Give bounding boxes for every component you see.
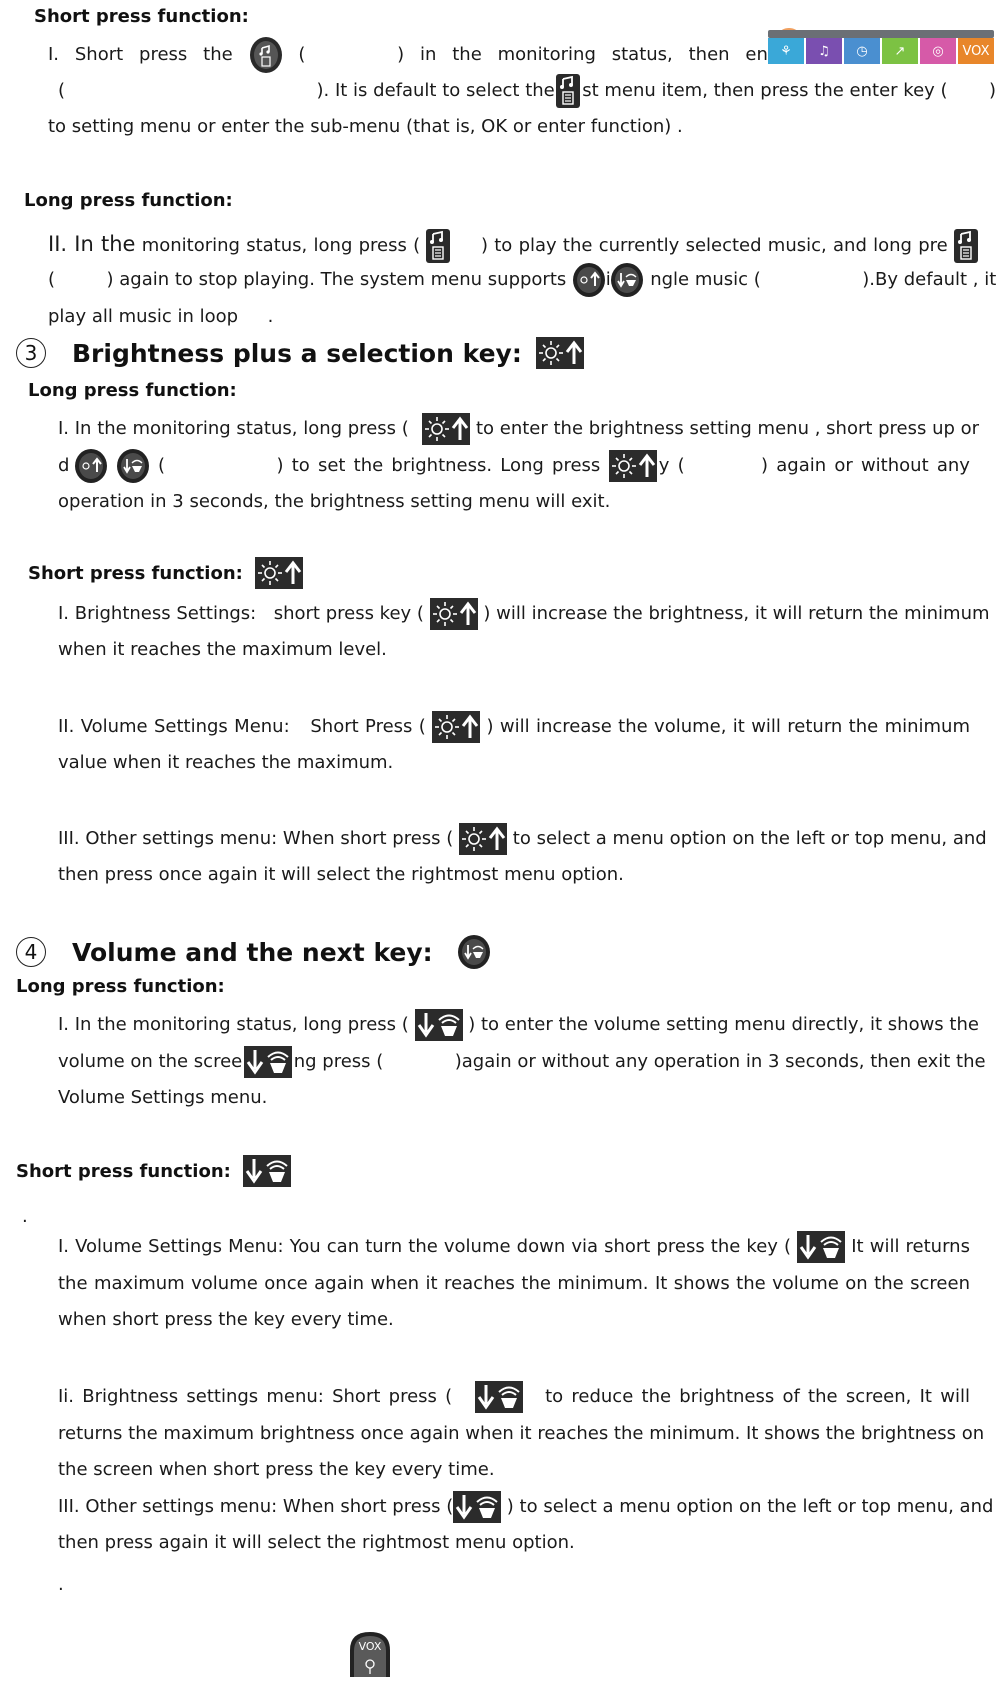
s4-ii-line-3: the screen when short press the key every time. <box>58 1459 495 1480</box>
text: i <box>605 269 611 290</box>
text: to reduce the brightness of the screen, It <box>545 1386 932 1407</box>
text: st menu item, then press the enter key ( <box>582 80 948 101</box>
word: press <box>139 44 188 65</box>
s3-iii-line-1 <box>58 820 987 857</box>
s4-ii-line-1 <box>58 1378 970 1415</box>
s4-ii-line-2: returns the maximum brightness once again when it reaches the minimum. It shows the brightness on <box>58 1423 985 1444</box>
text: I. Volume Settings Menu: You can turn the volume down via short press the key ( <box>58 1236 792 1257</box>
word: status, <box>611 44 673 65</box>
s3-ii-line-2: value when it reaches the maximum. <box>58 752 394 773</box>
brightness-up-key-icon <box>422 413 470 445</box>
s4-iii-line-1 <box>58 1488 994 1525</box>
word: the <box>452 44 482 65</box>
round-brightness-up-key-icon <box>572 262 606 298</box>
text: ngle music ( <box>650 269 761 290</box>
section-title: Volume and the next key: <box>72 937 433 967</box>
text: y <box>658 455 670 476</box>
volume-down-key-icon <box>415 1009 463 1041</box>
word: then <box>688 44 730 65</box>
section-3-heading <box>16 337 584 369</box>
volume-down-key-icon <box>453 1491 501 1523</box>
s4-long-line-2 <box>58 1043 986 1080</box>
s4-iii-line-2: then press again it will select the rightmost menu option. <box>58 1532 575 1553</box>
text: ) will increase the volume, it will return the minimum <box>486 716 970 737</box>
text: ng press ( <box>293 1051 384 1072</box>
text: monitoring status, long press ( <box>141 235 421 256</box>
long-press-heading-2: Long press function: <box>28 380 237 401</box>
round-volume-down-key-icon <box>610 262 644 298</box>
brightness-up-key-icon <box>255 557 303 589</box>
vox-button-icon <box>348 1630 392 1677</box>
paren: ( <box>48 269 56 290</box>
short-press-heading-2 <box>28 557 303 589</box>
s2-line-2 <box>48 261 997 298</box>
menu-music-key-icon <box>249 36 283 74</box>
paren: ( <box>677 455 685 476</box>
text: II. Volume Settings Menu: <box>58 716 290 737</box>
word: Short <box>74 44 124 65</box>
text: short press key ( <box>273 603 424 624</box>
s1-line-2 <box>58 72 997 109</box>
brightness-up-key-icon <box>459 823 507 855</box>
text: II. In the <box>48 232 136 256</box>
volume-down-key-icon <box>244 1046 292 1078</box>
paren: ( <box>158 455 166 476</box>
s1-line-1 <box>48 36 768 74</box>
text: Ii. Brightness settings menu: Short press ( <box>58 1386 453 1407</box>
brightness-up-key-icon <box>536 337 584 369</box>
toolbar-cell-flower-icon: ⚘ <box>768 38 804 64</box>
brightness-up-key-icon <box>430 598 478 630</box>
menu-toolbar-strip <box>768 28 994 70</box>
menu-music-key-icon <box>426 229 450 263</box>
toolbar-cells <box>768 38 994 64</box>
text: d <box>58 455 70 476</box>
toolbar-cell-vox-icon: VOX <box>958 38 994 64</box>
section-number: 4 <box>16 937 46 967</box>
round-volume-down-key-icon <box>457 934 491 970</box>
toolbar-cell-music-icon: ♫ <box>806 38 842 64</box>
paren: ) <box>989 80 997 101</box>
menu-music-key-icon <box>556 74 580 108</box>
s3-long-line-2 <box>58 447 970 484</box>
brightness-up-key-icon <box>609 450 657 482</box>
text: ) again or <box>761 455 853 476</box>
text: I. In the monitoring status, long press ( <box>58 1014 409 1035</box>
s3-long-line-3: operation in 3 seconds, the brightness setting menu will exit. <box>58 491 611 512</box>
round-volume-down-key-icon <box>116 448 150 484</box>
toolbar-cell-camera-icon: ◎ <box>920 38 956 64</box>
s3-i-line-1 <box>58 595 990 632</box>
text: ). It is default to select the <box>316 80 555 101</box>
short-press-heading-3 <box>16 1155 291 1187</box>
text: III. Other settings menu: When short press ( <box>58 828 454 849</box>
brightness-up-key-icon <box>432 711 480 743</box>
long-press-heading-1: Long press function: <box>24 190 233 211</box>
s4-i-line-1 <box>58 1228 970 1265</box>
s3-ii-line-1 <box>58 708 970 745</box>
stray-dot: . <box>58 1574 64 1595</box>
text: ) to select a menu option on the left or top menu, and <box>506 1496 994 1517</box>
text: )again or without any operation in 3 seconds, then exit the <box>454 1051 986 1072</box>
word: in <box>419 44 437 65</box>
text: ) to play the currently selected music, and long pre <box>480 235 948 256</box>
s3-i-line-2: when it reaches the maximum level. <box>58 639 387 660</box>
word: en <box>745 44 768 65</box>
text: ) again to stop playing. The system menu supports <box>106 269 567 290</box>
text: ) will increase the brightness, it will return the minimum <box>483 603 990 624</box>
toolbar-cell-thermometer-icon: ↗ <box>882 38 918 64</box>
vox-label: VOX <box>358 1640 382 1653</box>
text: I. In the monitoring status, long press ( <box>58 418 409 439</box>
s3-iii-line-2: then press once again it will select the rightmost menu option. <box>58 864 624 885</box>
heading-text: Short press function: <box>16 1160 231 1182</box>
paren: ( <box>298 44 306 65</box>
menu-music-key-icon <box>954 229 978 263</box>
text: will <box>940 1386 970 1407</box>
s2-line-1 <box>48 226 978 264</box>
stray-dot: . <box>22 1206 28 1227</box>
volume-down-key-icon <box>797 1231 845 1263</box>
text: It <box>851 1236 864 1257</box>
s4-long-line-1 <box>58 1006 979 1043</box>
text: will returns <box>869 1236 970 1257</box>
s2-line-3 <box>48 298 273 335</box>
text: play all music in loop <box>48 306 239 327</box>
roman-i: I. <box>48 44 60 65</box>
paren: ) <box>397 44 405 65</box>
long-press-heading-3: Long press function: <box>16 976 225 997</box>
text: without any <box>860 455 970 476</box>
s3-long-line-1 <box>58 410 980 447</box>
round-brightness-up-key-icon <box>74 448 108 484</box>
s4-long-line-3: Volume Settings menu. <box>58 1087 268 1108</box>
text: Short Press ( <box>310 716 426 737</box>
text: III. Other settings menu: When short press ( <box>58 1496 454 1517</box>
volume-down-key-icon <box>475 1381 523 1413</box>
s4-i-line-3: when short press the key every time. <box>58 1309 394 1330</box>
s4-i-line-2: the maximum volume once again when it reaches the minimum. It shows the volume on the screen <box>58 1273 970 1294</box>
text: to select a menu option on the left or top menu, and <box>512 828 987 849</box>
short-press-heading-1: Short press function: <box>34 6 249 27</box>
toolbar-bar <box>768 30 994 38</box>
heading-text: Short press function: <box>28 562 243 584</box>
paren: ( <box>58 80 66 101</box>
vox-device-button <box>348 1630 392 1677</box>
volume-down-key-icon <box>243 1155 291 1187</box>
toolbar-cell-clock-icon: ◷ <box>844 38 880 64</box>
text: I. Brightness Settings: <box>58 603 257 624</box>
text: . <box>267 306 274 327</box>
s1-line-3: to setting menu or enter the sub-menu (that is, OK or enter function) . <box>48 116 683 137</box>
section-number: 3 <box>16 338 46 368</box>
text: ).By default , it <box>862 269 997 290</box>
section-4-heading <box>16 934 491 970</box>
word: the <box>203 44 233 65</box>
section-title: Brightness plus a selection key: <box>72 338 522 368</box>
word: monitoring <box>497 44 596 65</box>
text: volume on the scree <box>58 1051 243 1072</box>
text: ) to enter the volume setting menu directly, it shows the <box>468 1014 979 1035</box>
text: ) to set the brightness. Long press <box>276 455 601 476</box>
text: to enter the brightness setting menu , short press up or <box>475 418 980 439</box>
